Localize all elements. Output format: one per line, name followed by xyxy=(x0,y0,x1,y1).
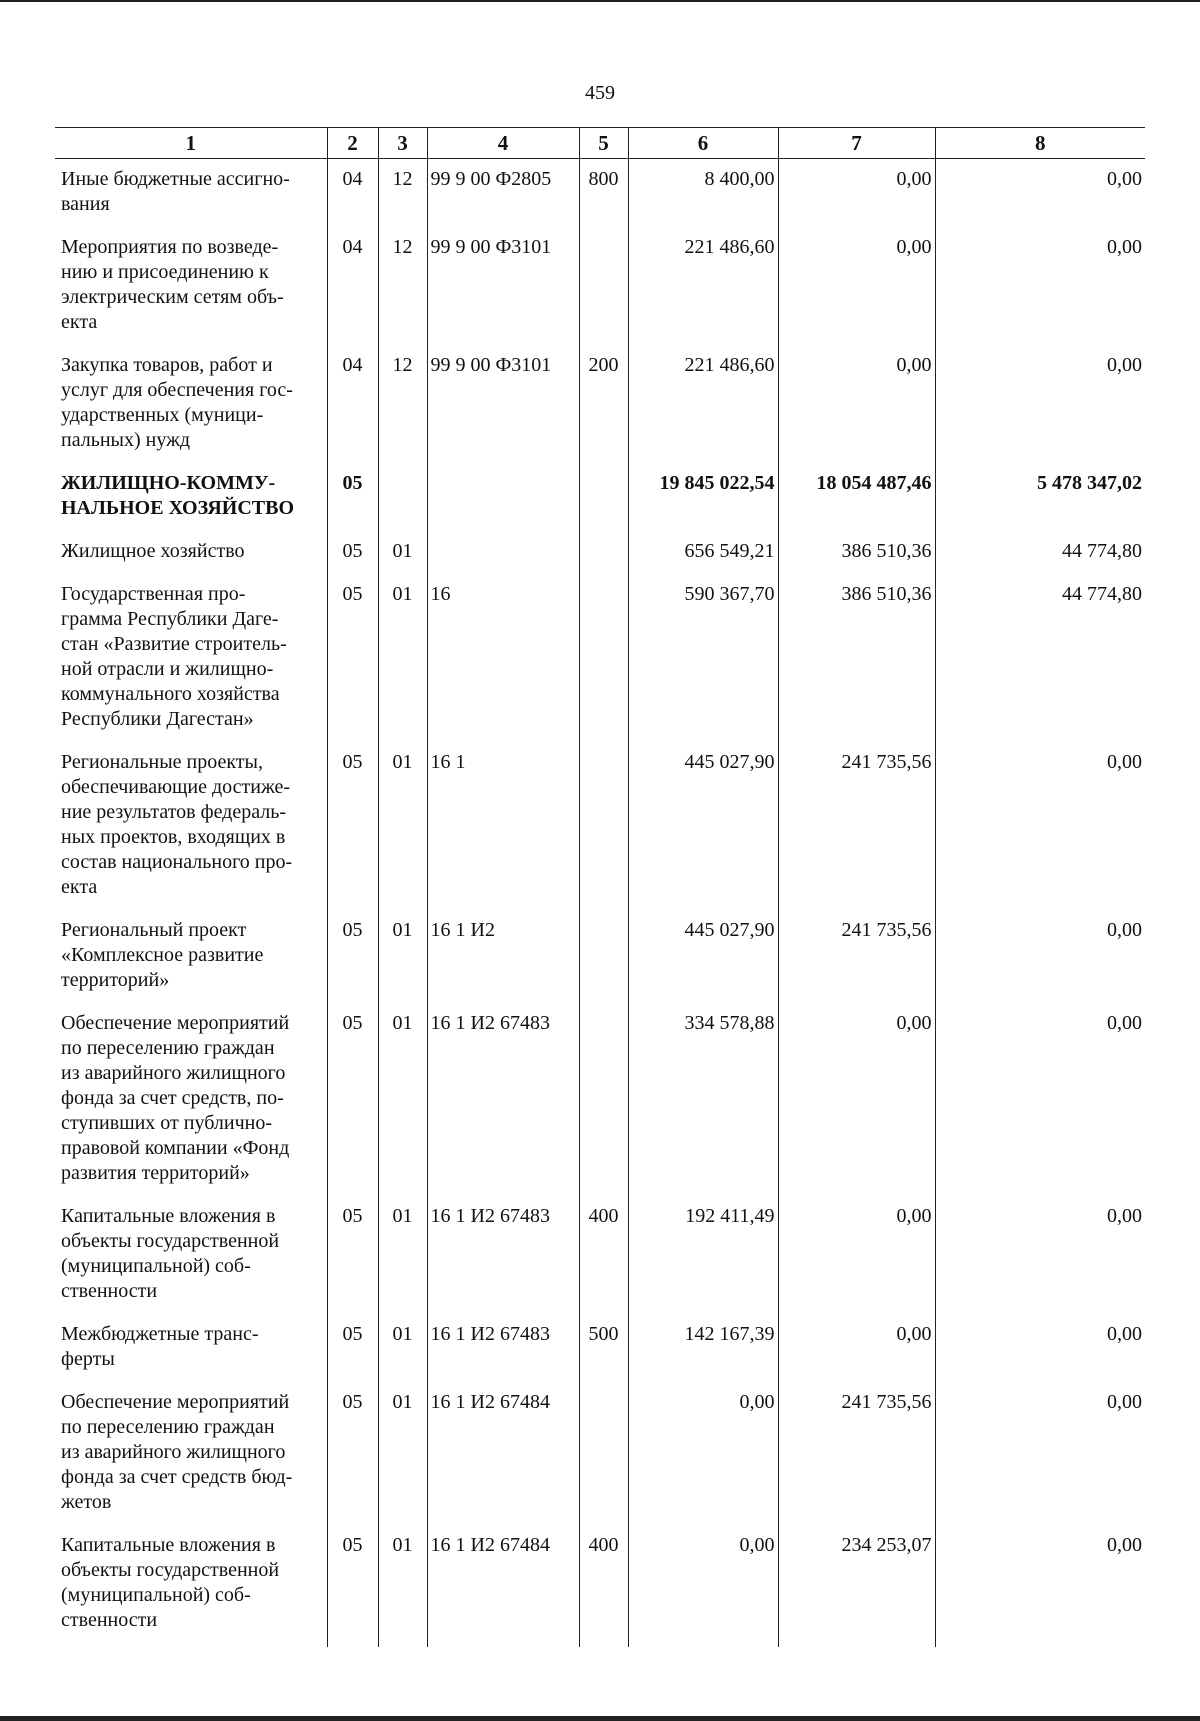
expense-type-code xyxy=(579,1007,628,1200)
amount-col-7: 0,00 xyxy=(778,159,935,232)
row-name: Иные бюджетные ассигно- вания xyxy=(61,168,290,215)
section-code: 05 xyxy=(327,914,378,1007)
amount-col-8: 0,00 xyxy=(935,746,1145,914)
amount-col-6: 142 167,39 xyxy=(628,1318,778,1386)
amount-col-7: 386 510,36 xyxy=(778,578,935,746)
row-name: Капитальные вложения в объекты государственной (муниципальной) соб- ственности xyxy=(61,1205,280,1302)
amount-col-7: 241 735,56 xyxy=(778,746,935,914)
target-article-code: 16 1 И2 67483 xyxy=(427,1007,579,1200)
amount-col-6: 192 411,49 xyxy=(628,1200,778,1318)
expense-type-code xyxy=(579,746,628,914)
subsection-code: 01 xyxy=(378,1529,427,1647)
amount-col-6: 334 578,88 xyxy=(628,1007,778,1200)
subsection-code: 12 xyxy=(378,159,427,232)
subsection-code: 01 xyxy=(378,535,427,578)
section-code: 05 xyxy=(327,1200,378,1318)
column-header: 1 xyxy=(55,128,327,159)
table-row xyxy=(55,159,1145,232)
expense-type-code xyxy=(579,1386,628,1529)
amount-col-7: 241 735,56 xyxy=(778,914,935,1007)
column-header: 4 xyxy=(427,128,579,159)
target-article-code: 16 1 xyxy=(427,746,579,914)
subsection-code: 01 xyxy=(378,1386,427,1529)
table-row xyxy=(55,1007,1145,1200)
section-code: 05 xyxy=(327,1386,378,1529)
budget-table xyxy=(55,127,1145,1647)
subsection-code: 01 xyxy=(378,914,427,1007)
table-row xyxy=(55,349,1145,467)
row-name: Мероприятия по возведе- нию и присоединению к электрическим сетям объ- екта xyxy=(61,236,284,333)
amount-col-6: 656 549,21 xyxy=(628,535,778,578)
expense-type-code: 400 xyxy=(579,1529,628,1647)
expense-type-code: 400 xyxy=(579,1200,628,1318)
amount-col-7: 0,00 xyxy=(778,1007,935,1200)
column-header: 5 xyxy=(579,128,628,159)
table-row xyxy=(55,914,1145,1007)
table-row xyxy=(55,535,1145,578)
amount-col-6: 445 027,90 xyxy=(628,914,778,1007)
target-article-code: 16 1 И2 xyxy=(427,914,579,1007)
subsection-code xyxy=(378,467,427,535)
table-row xyxy=(55,231,1145,349)
table-row xyxy=(55,1529,1145,1647)
expense-type-code xyxy=(579,535,628,578)
column-header: 6 xyxy=(628,128,778,159)
section-code: 05 xyxy=(327,1318,378,1386)
row-name: Закупка товаров, работ и услуг для обеспечения гос- ударственных (муници- пальных) нужд xyxy=(61,354,293,451)
table-row xyxy=(55,1200,1145,1318)
table-row xyxy=(55,1386,1145,1529)
row-name: Жилищное хозяйство xyxy=(61,540,245,562)
amount-col-8: 0,00 xyxy=(935,349,1145,467)
bottom-edge-rule xyxy=(0,1716,1200,1721)
column-header: 2 xyxy=(327,128,378,159)
amount-col-8: 0,00 xyxy=(935,231,1145,349)
amount-col-6: 221 486,60 xyxy=(628,231,778,349)
subsection-code: 01 xyxy=(378,746,427,914)
section-code: 04 xyxy=(327,349,378,467)
expense-type-code: 200 xyxy=(579,349,628,467)
amount-col-6: 590 367,70 xyxy=(628,578,778,746)
target-article-code: 16 1 И2 67484 xyxy=(427,1386,579,1529)
amount-col-7: 18 054 487,46 xyxy=(778,467,935,535)
target-article-code xyxy=(427,535,579,578)
expense-type-code xyxy=(579,578,628,746)
section-code: 05 xyxy=(327,578,378,746)
amount-col-6: 0,00 xyxy=(628,1529,778,1647)
target-article-code: 16 1 И2 67484 xyxy=(427,1529,579,1647)
subsection-code: 01 xyxy=(378,1318,427,1386)
amount-col-8: 0,00 xyxy=(935,1200,1145,1318)
section-code: 05 xyxy=(327,746,378,914)
amount-col-7: 234 253,07 xyxy=(778,1529,935,1647)
amount-col-7: 0,00 xyxy=(778,1318,935,1386)
amount-col-8: 0,00 xyxy=(935,914,1145,1007)
amount-col-6: 0,00 xyxy=(628,1386,778,1529)
row-name: ЖИЛИЩНО-КОММУ- НАЛЬНОЕ ХОЗЯЙСТВО xyxy=(61,472,295,519)
column-header: 3 xyxy=(378,128,427,159)
expense-type-code xyxy=(579,467,628,535)
expense-type-code xyxy=(579,231,628,349)
amount-col-8: 5 478 347,02 xyxy=(935,467,1145,535)
section-code: 04 xyxy=(327,231,378,349)
target-article-code: 99 9 00 Ф3101 xyxy=(427,349,579,467)
section-code: 05 xyxy=(327,535,378,578)
target-article-code xyxy=(427,467,579,535)
expense-type-code: 800 xyxy=(579,159,628,232)
amount-col-8: 0,00 xyxy=(935,1318,1145,1386)
amount-col-7: 386 510,36 xyxy=(778,535,935,578)
amount-col-7: 0,00 xyxy=(778,231,935,349)
row-name: Государственная про- грамма Республики Даге- стан «Развитие строитель- ной отрасли и жилищно- коммунального хозяйства Республики Дагестан» xyxy=(61,583,287,730)
section-code: 05 xyxy=(327,1529,378,1647)
amount-col-8: 0,00 xyxy=(935,1007,1145,1200)
subsection-code: 01 xyxy=(378,1007,427,1200)
column-header: 8 xyxy=(935,128,1145,159)
amount-col-6: 19 845 022,54 xyxy=(628,467,778,535)
row-name: Региональные проекты, обеспечивающие достиже- ние результатов федераль- ных проектов, входящих в состав национального про- екта xyxy=(61,751,293,898)
column-header: 7 xyxy=(778,128,935,159)
section-code: 05 xyxy=(327,467,378,535)
page-number: 459 xyxy=(585,82,615,104)
subsection-code: 12 xyxy=(378,349,427,467)
table-row xyxy=(55,746,1145,914)
table-row xyxy=(55,578,1145,746)
top-edge-rule xyxy=(0,0,1200,2)
target-article-code: 16 xyxy=(427,578,579,746)
row-name: Региональный проект «Комплексное развитие территорий» xyxy=(61,919,264,991)
table-row xyxy=(55,1318,1145,1386)
row-name: Межбюджетные транс- ферты xyxy=(61,1323,259,1370)
table-row xyxy=(55,467,1145,535)
expense-type-code xyxy=(579,914,628,1007)
amount-col-6: 221 486,60 xyxy=(628,349,778,467)
target-article-code: 16 1 И2 67483 xyxy=(427,1318,579,1386)
row-name: Капитальные вложения в объекты государственной (муниципальной) соб- ственности xyxy=(61,1534,280,1631)
amount-col-6: 445 027,90 xyxy=(628,746,778,914)
row-name: Обеспечение мероприятий по переселению граждан из аварийного жилищного фонда за счет средств, по- ступивших от публично- правовой компании «Фонд развития территорий» xyxy=(61,1012,290,1184)
amount-col-8: 0,00 xyxy=(935,1529,1145,1647)
amount-col-6: 8 400,00 xyxy=(628,159,778,232)
subsection-code: 12 xyxy=(378,231,427,349)
row-name: Обеспечение мероприятий по переселению граждан из аварийного жилищного фонда за счет средств бюд- жетов xyxy=(61,1391,293,1513)
amount-col-7: 0,00 xyxy=(778,349,935,467)
expense-type-code: 500 xyxy=(579,1318,628,1386)
target-article-code: 16 1 И2 67483 xyxy=(427,1200,579,1318)
subsection-code: 01 xyxy=(378,1200,427,1318)
target-article-code: 99 9 00 Ф2805 xyxy=(427,159,579,232)
amount-col-8: 44 774,80 xyxy=(935,535,1145,578)
amount-col-8: 0,00 xyxy=(935,159,1145,232)
header-row xyxy=(55,128,1145,159)
section-code: 04 xyxy=(327,159,378,232)
target-article-code: 99 9 00 Ф3101 xyxy=(427,231,579,349)
amount-col-7: 241 735,56 xyxy=(778,1386,935,1529)
section-code: 05 xyxy=(327,1007,378,1200)
amount-col-8: 44 774,80 xyxy=(935,578,1145,746)
subsection-code: 01 xyxy=(378,578,427,746)
amount-col-8: 0,00 xyxy=(935,1386,1145,1529)
amount-col-7: 0,00 xyxy=(778,1200,935,1318)
